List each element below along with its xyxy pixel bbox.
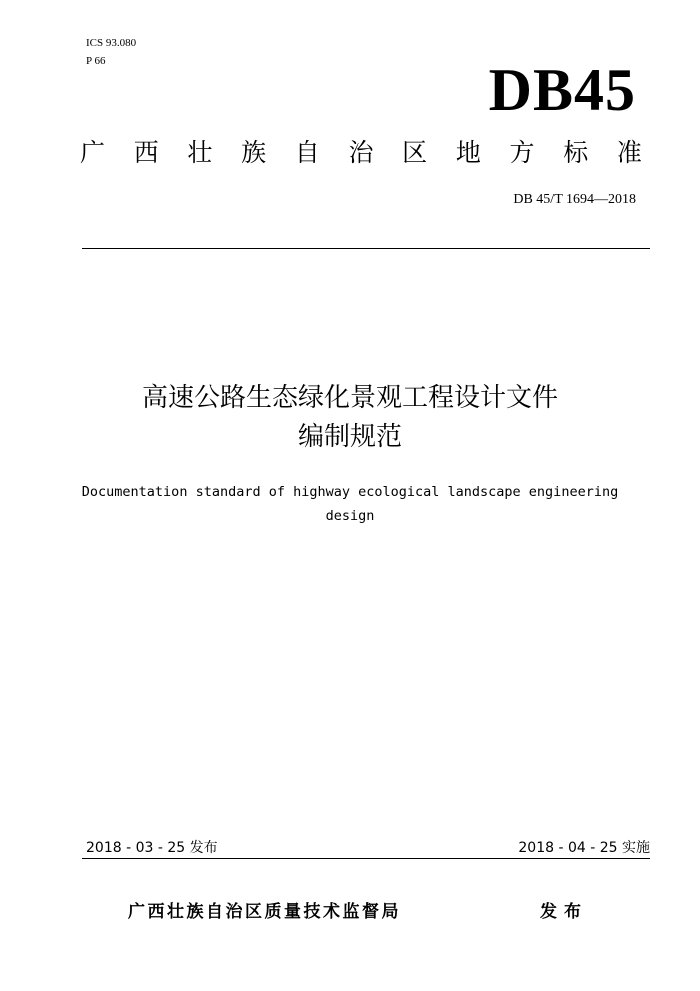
issued-label: 发布 <box>540 902 588 922</box>
chinese-title-line-2: 编制规范 <box>297 422 402 452</box>
issuing-authority: 广西壮族自治区质量技术监督局 <box>128 902 401 922</box>
standard-type-char: 准 <box>616 138 642 167</box>
standard-type-char: 治 <box>348 138 374 167</box>
standard-type-char: 壮 <box>187 138 213 167</box>
standard-logo: DB45 <box>488 57 636 123</box>
standard-type-char: 西 <box>133 138 159 167</box>
english-title-line-2: design <box>325 508 375 524</box>
issue-date: 2018 - 03 - 25 发布 <box>86 840 218 856</box>
ics-code: ICS 93.080 <box>86 37 137 49</box>
standard-type-char: 地 <box>455 138 481 167</box>
standard-type-char: 族 <box>241 138 267 167</box>
standard-number: DB 45/T 1694—2018 <box>513 192 636 207</box>
header-divider <box>82 248 650 249</box>
standard-type-char: 区 <box>402 138 428 167</box>
standard-type-char: 自 <box>294 138 320 167</box>
footer-divider <box>82 858 650 859</box>
implementation-date: 2018 - 04 - 25 实施 <box>518 840 650 856</box>
english-title-line-1: Documentation standard of highway ecological landscape engineering <box>81 484 619 500</box>
standard-type-char: 方 <box>509 138 535 167</box>
standard-type-char: 广 <box>80 138 106 167</box>
standard-type-char: 标 <box>563 138 589 167</box>
standard-type <box>80 136 642 170</box>
ccs-code: P 66 <box>86 55 106 67</box>
chinese-title-line-1: 高速公路生态绿化景观工程设计文件 <box>141 383 558 413</box>
